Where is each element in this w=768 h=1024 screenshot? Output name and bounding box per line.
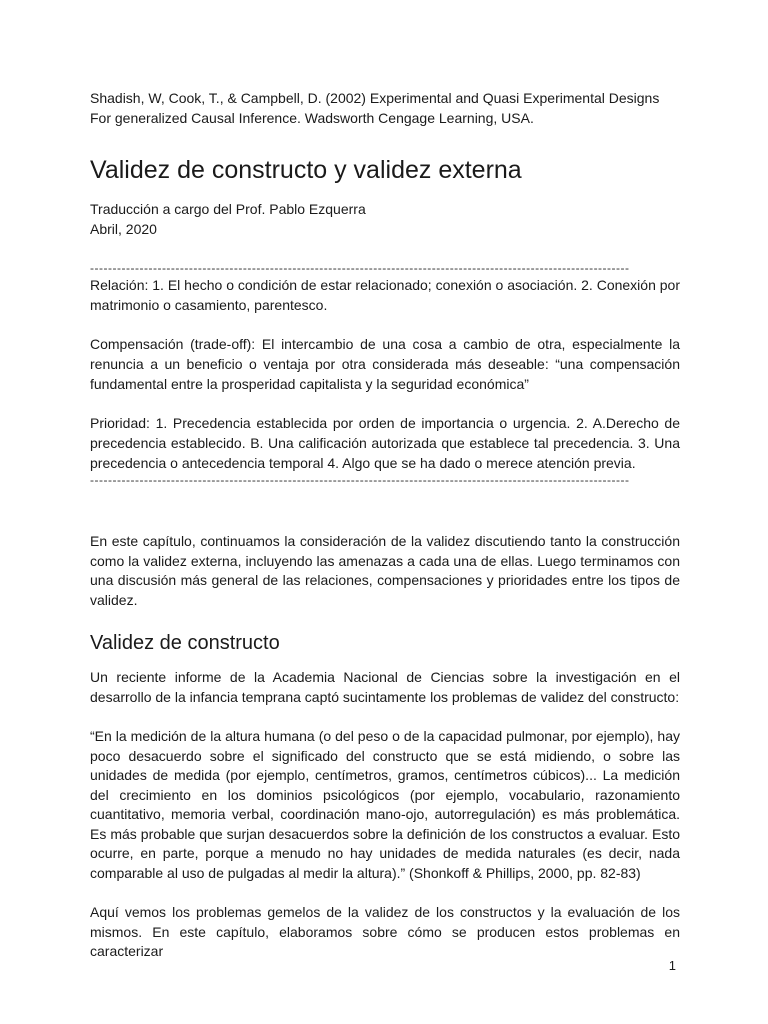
translator-credit: Traducción a cargo del Prof. Pablo Ezquerra bbox=[90, 201, 366, 217]
body-paragraph: Un reciente informe de la Academia Nacional de Ciencias sobre la investigación en el desarrollo de la infancia temprana captó sucintamente los problemas de validez del constructo: bbox=[90, 669, 680, 705]
divider-bottom: ------------------------------------------------------------------------------------------------------------------------ bbox=[90, 473, 630, 487]
block-quote: “En la medición de la altura humana (o del peso o de la capacidad pulmonar, por ejemplo), hay poco desacuerdo sobre el significado del constructo que se está midiendo, o sobre las unidades de medida (por ejemplo, centímetros, gramos, centímetros cúbicos)... La medición del crecimiento en los dominios psicológicos (por ejemplo, vocabulario, razonamiento cuantitativo, memoria verbal, coordinación mano-ojo, autorregulación) es más problemática. Es más probable que surjan desacuerdos sobre la definición de los constructos a evaluar. Esto ocurre, en parte, porque a menudo no hay unidades de medida naturales (es decir, nada comparable al uso de pulgadas al medir la altura).” (Shonkoff & Phillips, 2000, pp. 82-83) bbox=[90, 728, 680, 881]
definition-relacion: Relación: 1. El hecho o condición de estar relacionado; conexión o asociación. 2. Conexión por matrimonio o casamiento, parentesco. bbox=[90, 277, 680, 313]
document-page bbox=[90, 88, 680, 962]
definition-prioridad: Prioridad: 1. Precedencia establecida por orden de importancia o urgencia. 2. A.Derecho de precedencia establecido. B. Una calificación autorizada que establece tal precedencia. 3. Una precedencia o antecedencia temporal 4. Algo que se ha dado o merece atención previa. bbox=[90, 415, 680, 471]
body-paragraph: Aquí vemos los problemas gemelos de la validez de los constructos y la evaluación de los mismos. En este capítulo, elaboramos sobre cómo se producen estos problemas en caracterizar bbox=[90, 904, 680, 959]
page-number: 1 bbox=[668, 958, 676, 973]
document-title: Validez de constructo y validez externa bbox=[90, 156, 522, 184]
document-date: Abril, 2020 bbox=[90, 221, 157, 237]
section-heading: Validez de constructo bbox=[90, 632, 280, 654]
definition-compensacion: Compensación (trade-off): El intercambio de una cosa a cambio de otra, especialmente la renuncia a un beneficio o ventaja por otra considerada más deseable: “una compensación fundamental entre la prosperidad capitalista y la seguridad económica” bbox=[90, 336, 680, 392]
intro-paragraph: En este capítulo, continuamos la consideración de la validez discutiendo tanto la construcción como la validez externa, incluyendo las amenazas a cada una de ellas. Luego terminamos con una discusión más general de las relaciones, compensaciones y prioridades entre los tipos de validez. bbox=[90, 533, 680, 608]
divider-top: ------------------------------------------------------------------------------------------------------------------------ bbox=[90, 261, 630, 275]
citation: Shadish, W, Cook, T., & Campbell, D. (2002) Experimental and Quasi Experimental Designs For generalized Causal Inference. Wadsworth Cengage Learning, USA. bbox=[90, 90, 660, 126]
